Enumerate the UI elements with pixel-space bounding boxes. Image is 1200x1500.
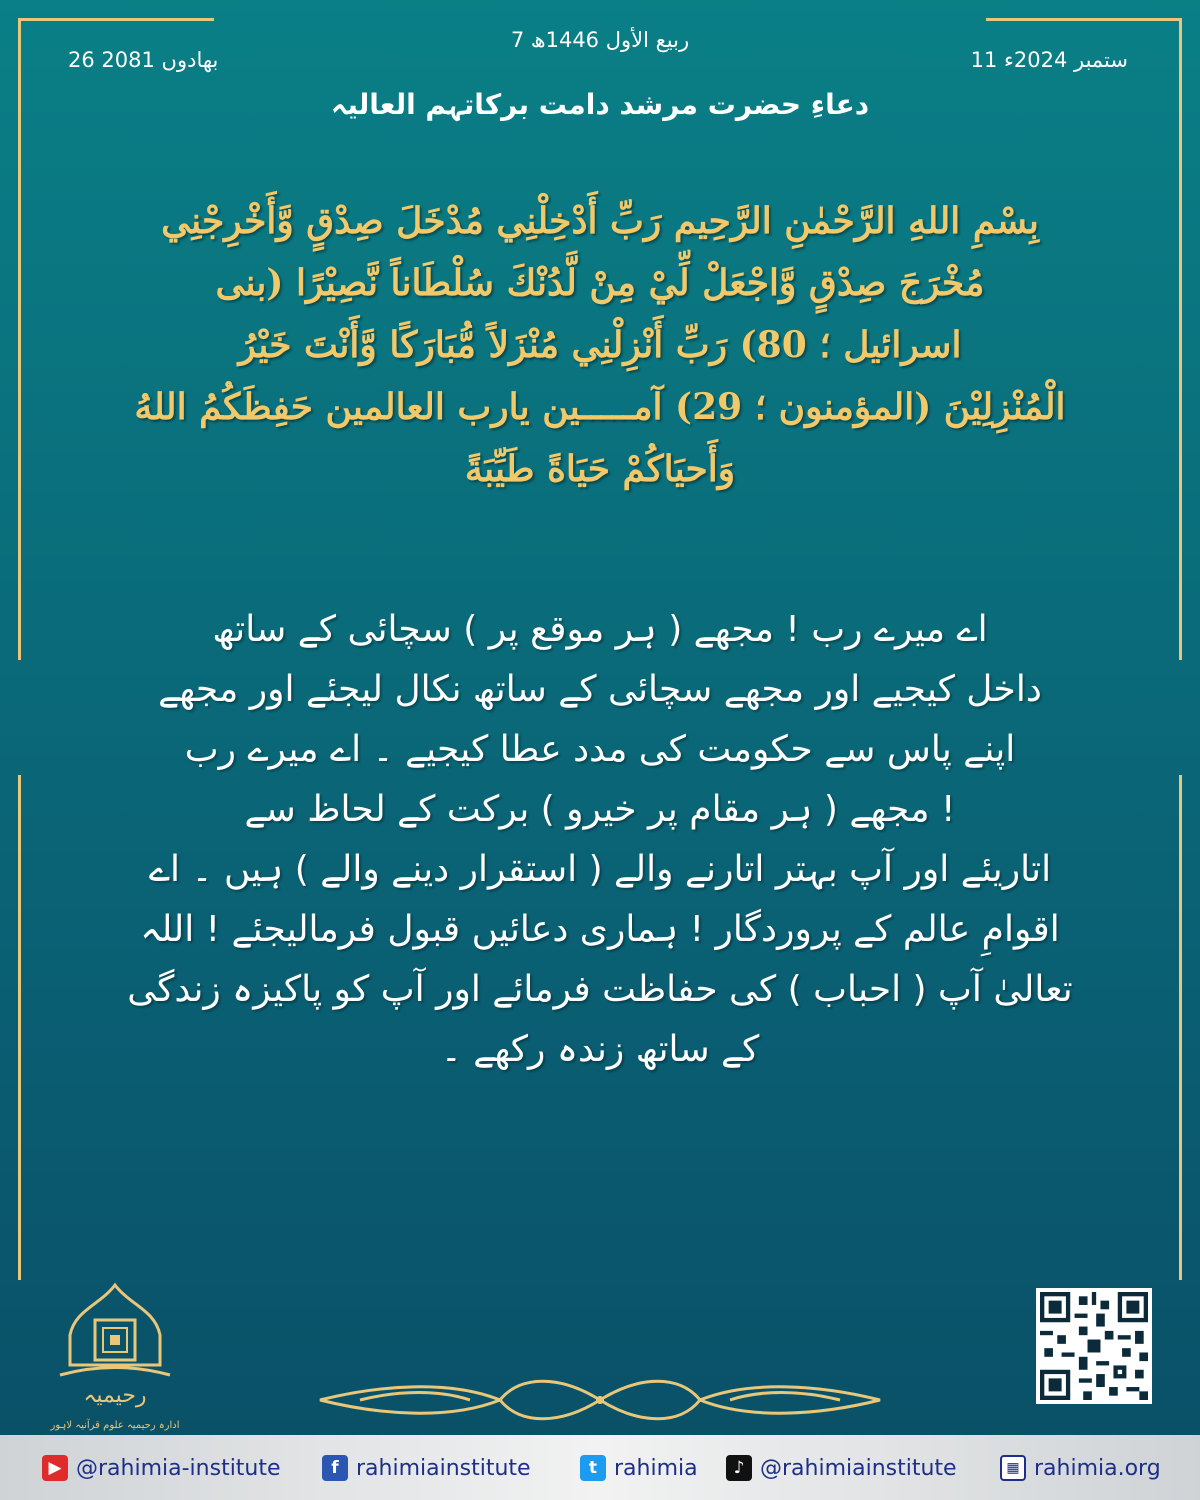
date-gregorian: 11 ستمبر 2024ء	[970, 48, 1128, 72]
twitter-handle[interactable]: rahimia	[614, 1455, 698, 1481]
footer-youtube[interactable]	[42, 1454, 281, 1482]
urdu-line: اپنے پاس سے حکومت کی مدد عطا کیجیے ۔ اے میرے رب	[184, 729, 1016, 770]
facebook-handle[interactable]: rahimiainstitute	[356, 1455, 531, 1481]
frame-top-left	[18, 18, 214, 21]
website-link[interactable]: rahimia.org	[1034, 1455, 1161, 1481]
footer-twitter[interactable]	[580, 1454, 698, 1482]
arabic-line: الْمُنْزِلِيْنَ (المؤمنون ؛ 29) آمـــــين یارب العالمين حَفِظَكُمُ اللهُ	[134, 386, 1066, 428]
decorative-ornament	[300, 1370, 900, 1430]
urdu-translation	[120, 600, 1080, 1080]
arabic-dua	[120, 190, 1080, 500]
svg-text:رحیمیہ: رحیمیہ	[83, 1383, 147, 1408]
social-footer	[0, 1435, 1200, 1500]
footer-facebook[interactable]	[322, 1454, 531, 1482]
dates-header	[0, 28, 1200, 78]
frame-right-lower	[1179, 775, 1182, 1280]
arabic-line: بِسْمِ اللهِ الرَّحْمٰنِ الرَّحِيم رَبِّ أَدْخِلْنِي مُدْخَلَ صِدْقٍ وَّأَخْرِجْنِي	[161, 200, 1039, 242]
qr-code[interactable]	[1036, 1288, 1152, 1404]
youtube-icon: ▶	[42, 1455, 68, 1481]
date-hijri: 7 ربیع الأول 1446ھ	[510, 28, 690, 52]
twitter-icon: t	[580, 1455, 606, 1481]
footer-tiktok[interactable]	[726, 1454, 957, 1482]
frame-top-right	[986, 18, 1182, 21]
svg-text:ادارہ رحیمیہ علوم قرآنیہ لاہور: ادارہ رحیمیہ علوم قرآنیہ لاہور	[50, 1420, 180, 1431]
frame-left-lower	[18, 775, 21, 1280]
urdu-line: کے ساتھ زندہ رکھے ۔	[440, 1029, 760, 1070]
arabic-line: وَأَحيَاكُمْ حَيَاةً طَيِّبَةً	[464, 448, 736, 490]
youtube-handle[interactable]: @rahimia-institute	[76, 1455, 281, 1481]
urdu-line: ! مجھے ( ہر مقام پر خیرو ) برکت کے لحاظ سے	[244, 789, 956, 830]
institute-logo	[40, 1280, 190, 1440]
tiktok-icon: ♪	[726, 1455, 752, 1481]
arabic-line: مُخْرَجَ صِدْقٍ وَّاجْعَلْ لِّيْ مِنْ لَّدُنْكَ سُلْطَاناً نَّصِيْرًا (بنی	[215, 262, 985, 304]
urdu-line: داخل کیجیے اور مجھے سچائی کے ساتھ نکال لیجئے اور مجھے	[158, 669, 1042, 710]
urdu-line: اتاریئے اور آپ بہتر اتارنے والے ( استقرار دینے والے ) ہیں ۔ اے	[148, 849, 1052, 890]
urdu-line: اے میرے رب ! مجھے ( ہر موقع پر ) سچائی کے ساتھ	[212, 609, 988, 650]
facebook-icon: f	[322, 1455, 348, 1481]
page-title: دعاءِ حضرت مرشد دامت برکاتہم العالیہ	[330, 88, 870, 121]
qr-small-icon: ▦	[1000, 1455, 1026, 1481]
arabic-line: اسرائیل ؛ 80) رَبِّ أَنْزِلْنِي مُنْزَلاً مُّبَارَكًا وَّأَنْتَ خَيْرُ	[238, 324, 962, 366]
footer-website[interactable]	[1000, 1454, 1161, 1482]
date-bikrami: 26 بھادوں 2081	[68, 48, 219, 72]
urdu-line: اقوامِ عالم کے پروردگار ! ہماری دعائیں قبول فرمالیجئے ! اللہ	[140, 909, 1060, 950]
urdu-line: تعالیٰ آپ ( احباب ) کی حفاظت فرمائے اور آپ کو پاکیزہ زندگی	[127, 969, 1073, 1010]
tiktok-handle[interactable]: @rahimiainstitute	[760, 1455, 957, 1481]
